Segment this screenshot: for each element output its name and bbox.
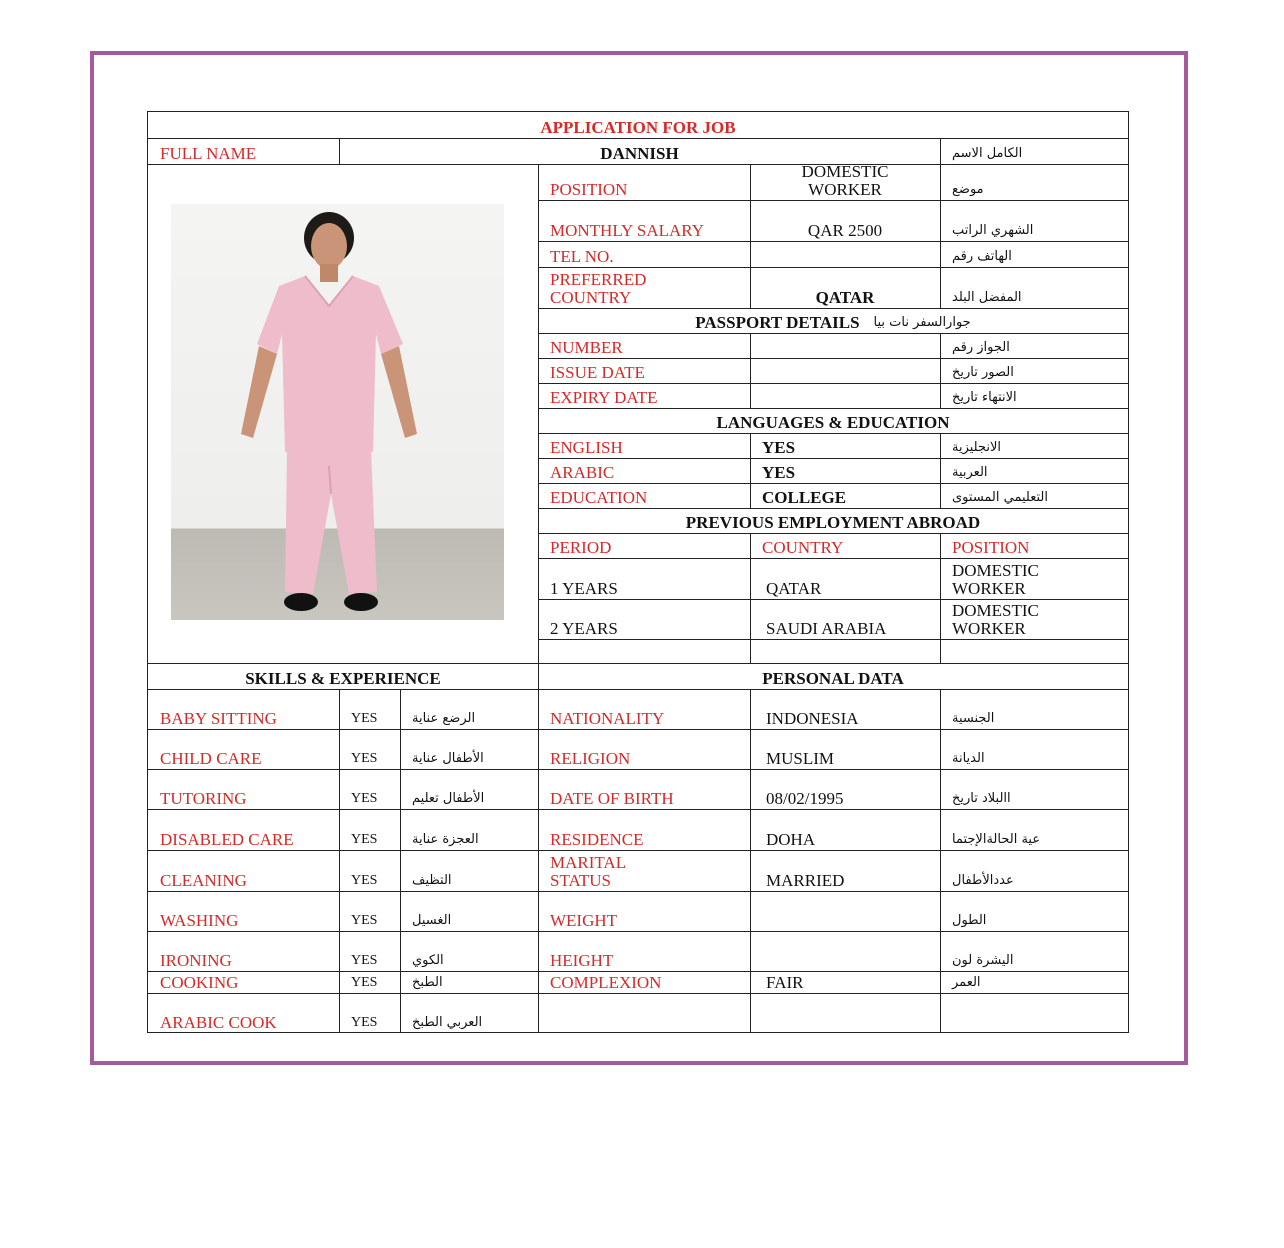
full-name-value: DANNISH — [600, 144, 679, 163]
country-header: COUNTRY — [762, 538, 844, 557]
skill-arabic: التظيف — [412, 873, 452, 888]
english-value: YES — [762, 438, 796, 457]
employment-position-2: DOMESTIC WORKER — [952, 601, 1039, 638]
passport-heading — [538, 308, 1128, 333]
skill-arabic: الغسيل — [412, 913, 452, 928]
salary-label: MONTHLY SALARY — [550, 221, 704, 240]
education-label: EDUCATION — [550, 488, 648, 507]
tel-arabic: الهاتف رقم — [952, 249, 1012, 264]
english-arabic: الانجليزية — [952, 440, 1002, 455]
expiry-date-arabic: الانتهاء تاريخ — [952, 390, 1017, 405]
full-name-arabic: الكامل الاسم — [952, 146, 1023, 161]
skill-label: WASHING — [160, 911, 239, 930]
skill-arabic: الأطفال تعليم — [412, 791, 485, 806]
personal-arabic: اليشرة لون — [952, 953, 1014, 968]
personal-arabic: العمر — [952, 975, 981, 990]
position-header: POSITION — [952, 538, 1030, 557]
skill-label: TUTORING — [160, 789, 247, 808]
expiry-date-label: EXPIRY DATE — [550, 388, 658, 407]
personal-arabic: الديانة — [952, 751, 985, 766]
skill-value: YES — [351, 832, 378, 847]
position-arabic: موضع — [952, 182, 984, 197]
personal-value — [750, 891, 940, 931]
position-value-text: DOMESTIC WORKER — [801, 164, 889, 199]
personal-label: RESIDENCE — [550, 830, 644, 849]
personal-arabic: االبلاد تاريخ — [952, 791, 1011, 806]
full-name-label: FULL NAME — [160, 144, 257, 163]
personal-value — [750, 931, 940, 971]
education-value: COLLEGE — [762, 488, 847, 507]
employment-period-2: 2 YEARS — [550, 619, 618, 638]
form-title: APPLICATION FOR JOB — [540, 118, 736, 137]
personal-arabic: عية الحالةالإجتما — [952, 832, 1041, 847]
personal-value: INDONESIA — [766, 709, 859, 728]
personal-arabic: عددالأطفال — [952, 873, 1014, 888]
tel-label: TEL NO. — [550, 247, 614, 266]
skill-label: BABY SITTING — [160, 709, 277, 728]
skill-value: YES — [351, 711, 378, 726]
personal-label: MARITAL STATUS — [550, 853, 626, 890]
passport-heading-arabic: جوارالسفر نات بيا — [873, 315, 971, 330]
employment-period-1: 1 YEARS — [550, 579, 618, 598]
passport-number-label: NUMBER — [550, 338, 623, 357]
arabic-arabic: العربية — [952, 465, 988, 480]
personal-label: RELIGION — [550, 749, 631, 768]
arabic-value: YES — [762, 463, 796, 482]
employment-country-1: QATAR — [766, 579, 822, 598]
arabic-label: ARABIC — [550, 463, 615, 482]
passport-heading-text: PASSPORT DETAILS — [695, 313, 860, 332]
skill-label: CHILD CARE — [160, 749, 262, 768]
personal-arabic: الطول — [952, 913, 987, 928]
skill-value: YES — [351, 913, 378, 928]
tel-value — [750, 241, 940, 267]
skill-arabic: الكوي — [412, 953, 444, 968]
skill-arabic: الرضع عناية — [412, 711, 476, 726]
education-arabic: التعليمي المستوى — [952, 490, 1048, 505]
english-label: ENGLISH — [550, 438, 623, 457]
personal-arabic: الجنسية — [952, 711, 995, 726]
issue-date-arabic: الصور تاريخ — [952, 365, 1014, 380]
salary-value: QAR 2500 — [807, 221, 883, 240]
applicant-photo — [171, 204, 504, 620]
preferred-country-value: QATAR — [815, 288, 875, 307]
skill-arabic: الأطفال عناية — [412, 751, 484, 766]
skill-label: CLEANING — [160, 871, 247, 890]
skill-arabic: العربي الطبخ — [412, 1015, 483, 1030]
skill-value: YES — [351, 791, 378, 806]
personal-label: WEIGHT — [550, 911, 618, 930]
skill-value: YES — [351, 975, 378, 990]
skill-value: YES — [351, 1015, 378, 1030]
salary-arabic: الشهري الراتب — [952, 223, 1034, 238]
personal-value: 08/02/1995 — [766, 789, 844, 808]
skill-value: YES — [351, 751, 378, 766]
person-figure — [171, 204, 504, 620]
preferred-country-arabic: المفضل البلد — [952, 290, 1022, 305]
position-value — [750, 164, 940, 200]
employment-heading: PREVIOUS EMPLOYMENT ABROAD — [685, 513, 981, 532]
personal-label: NATIONALITY — [550, 709, 665, 728]
application-form — [147, 111, 1129, 1033]
personal-value: MUSLIM — [766, 749, 835, 768]
passport-number-arabic: الجواز رقم — [952, 340, 1010, 355]
personal-value: MARRIED — [766, 871, 845, 890]
skill-value: YES — [351, 953, 378, 968]
skill-label: DISABLED CARE — [160, 830, 294, 849]
personal-label: HEIGHT — [550, 951, 614, 970]
period-header: PERIOD — [550, 538, 612, 557]
employment-position-1: DOMESTIC WORKER — [952, 561, 1039, 598]
personal-label: DATE OF BIRTH — [550, 789, 674, 808]
skill-label: COOKING — [160, 973, 239, 992]
position-label: POSITION — [550, 180, 628, 199]
skill-arabic: الطبخ — [412, 975, 443, 990]
preferred-country-label: PREFERRED COUNTRY — [550, 270, 647, 307]
skill-value: YES — [351, 873, 378, 888]
personal-value: FAIR — [766, 973, 804, 992]
skills-heading: SKILLS & EXPERIENCE — [245, 669, 441, 688]
skill-label: IRONING — [160, 951, 232, 970]
skill-label: ARABIC COOK — [160, 1013, 277, 1032]
personal-value: DOHA — [766, 830, 816, 849]
personal-heading: PERSONAL DATA — [762, 669, 904, 688]
personal-label: COMPLEXION — [550, 973, 662, 992]
languages-heading: LANGUAGES & EDUCATION — [716, 413, 950, 432]
employment-country-2: SAUDI ARABIA — [766, 619, 887, 638]
issue-date-label: ISSUE DATE — [550, 363, 645, 382]
skill-arabic: العجزة عناية — [412, 832, 479, 847]
